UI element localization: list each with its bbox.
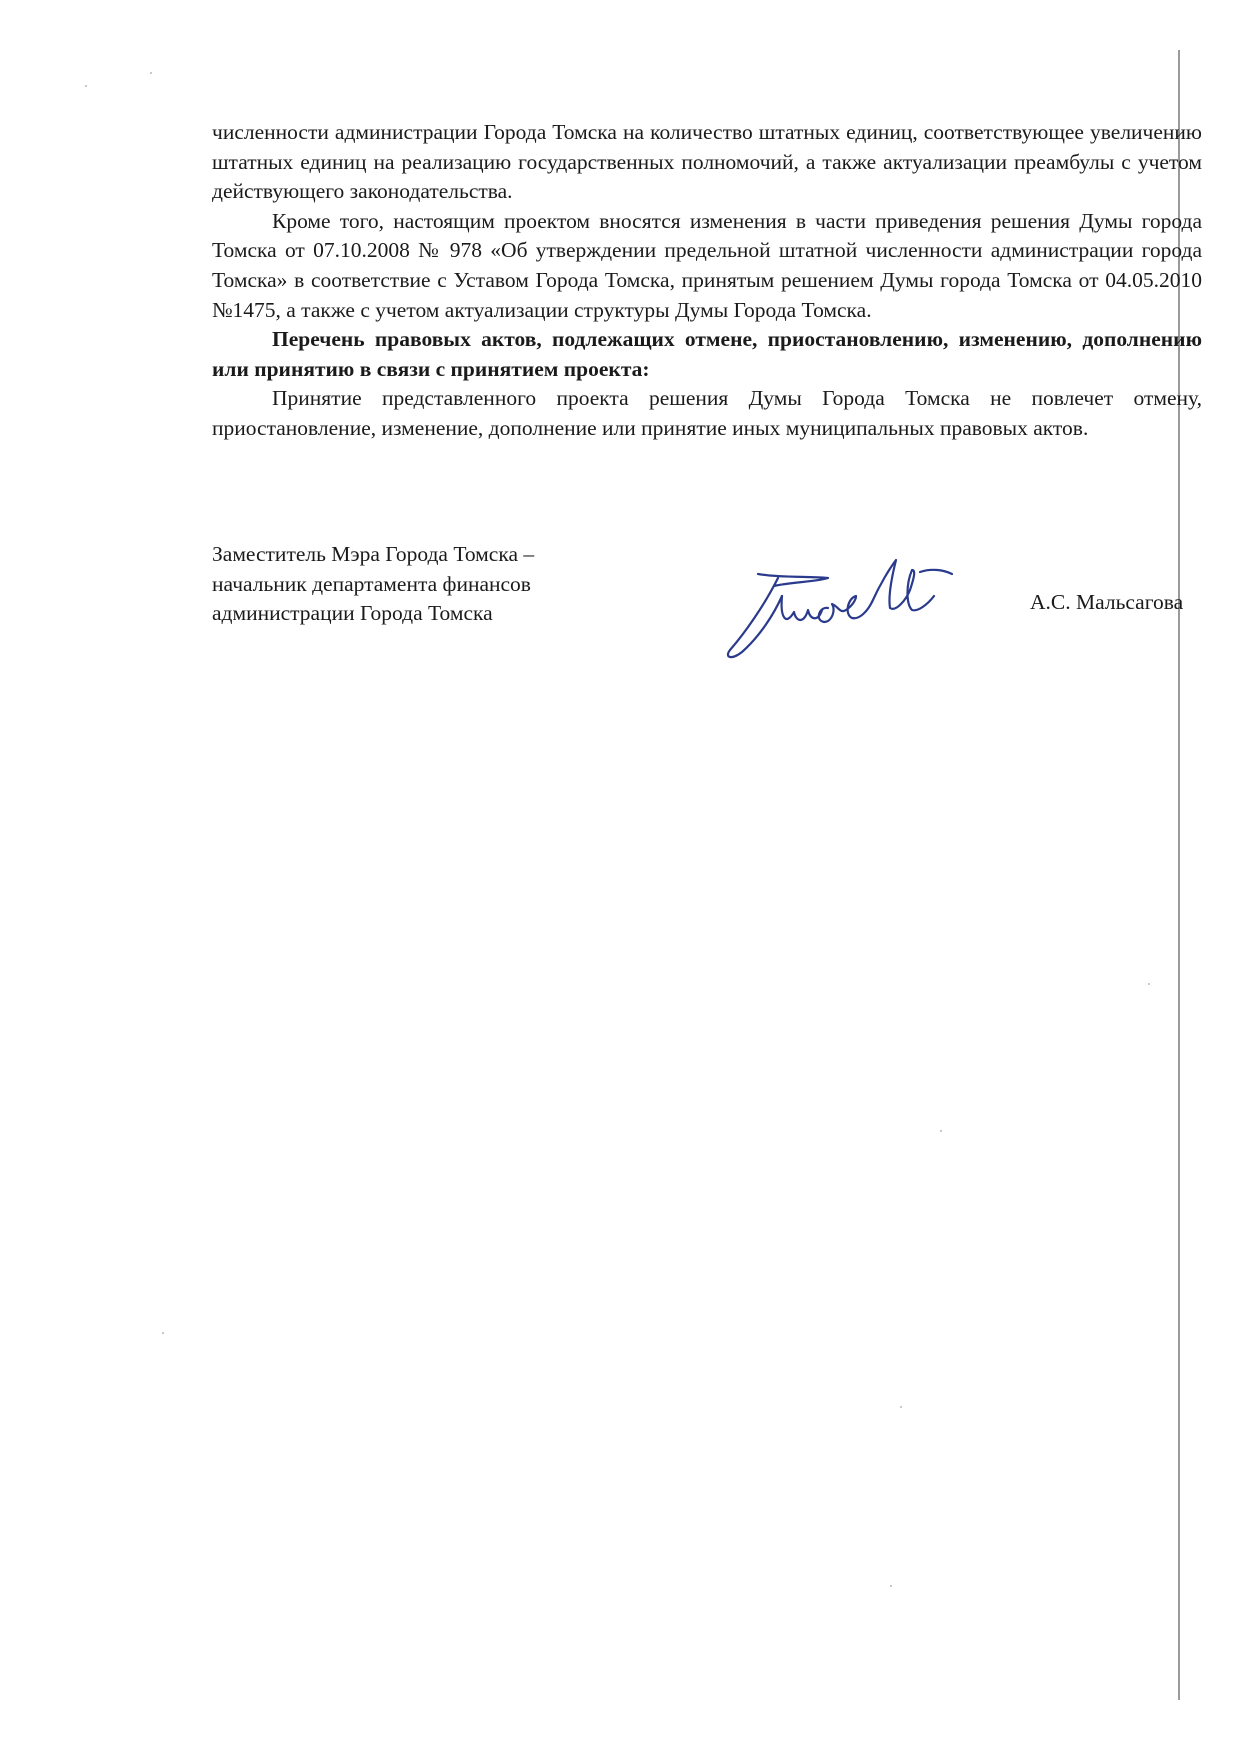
- position-line-3: администрации Города Томска: [212, 601, 493, 626]
- scan-speck: [890, 1585, 892, 1587]
- signatory-name: А.С. Мальсагова: [1030, 590, 1184, 614]
- handwritten-signature-icon: [720, 548, 980, 668]
- paragraph-amendments: Кроме того, настоящим проектом вносятся изменения в части приведения решения Думы города Томска от 07.10.2008 № 978 «Об утверждении предельной штатной численности администрации города Томска» в соответствие с Уставом Города Томска, принятым решением Думы города Томска от 04.05.2010 №1475, а также с учетом актуализации структуры Думы Города Томска.: [212, 208, 1202, 322]
- scan-speck: [162, 1332, 164, 1334]
- paragraph-no-consequences: Принятие представленного проекта решения Думы Города Томска не повлечет отмену, приостановление, изменение, дополнение или принятие иных муниципальных правовых актов.: [212, 386, 1202, 440]
- signatory-position: [212, 540, 632, 629]
- scan-speck: [1148, 983, 1150, 985]
- position-line-1: Заместитель Мэра Города Томска –: [212, 542, 535, 566]
- scan-speck: [940, 1130, 942, 1132]
- scan-speck: [85, 85, 87, 87]
- position-line-2: начальник департамента финансов: [212, 571, 531, 596]
- scan-speck: [150, 72, 152, 74]
- paragraph-staff-count: численности администрации Города Томска на количество штатных единиц, соответствующее увеличению штатных единиц на реализацию государственных полномочий, а также актуализации преамбулы с учетом действующего законодательства.: [212, 120, 1202, 204]
- section-heading-legal-acts: Перечень правовых актов, подлежащих отмене, приостановлению, изменению, дополнению или принятию в связи с принятием проекта:: [212, 327, 1202, 381]
- scan-speck: [900, 1406, 902, 1408]
- explanatory-note-body: [212, 118, 1202, 444]
